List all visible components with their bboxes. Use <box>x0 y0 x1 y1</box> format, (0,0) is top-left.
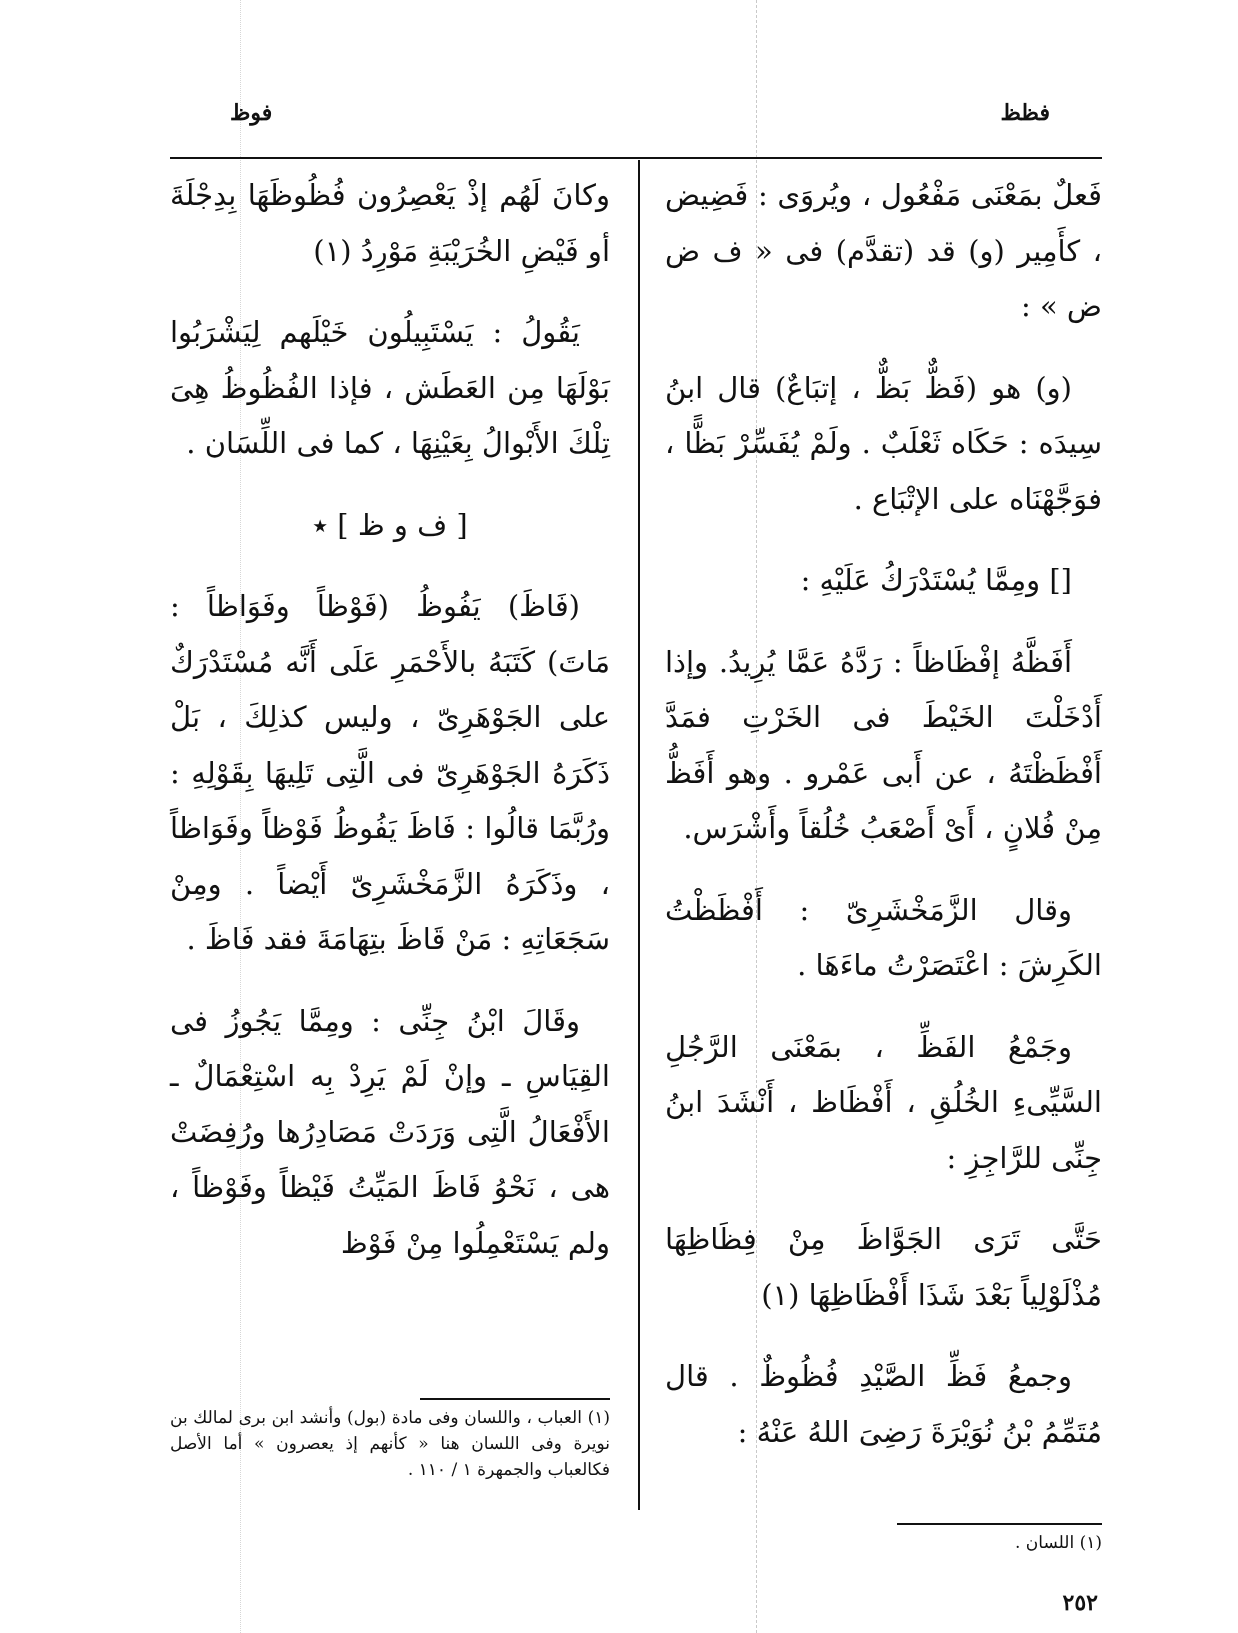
paragraph: (فَاظَ) يَفُوظُ (فَوْظاً وفَوَاظاً : مَاتَ) كَتَبَهُ بالأَحْمَرِ عَلَى أَنَّه مُسْتَدْرَكٌ على الجَوْهَرِىّ ، وليس كذلِكَ ، بَلْ ذَكَرَهُ الجَوْهَرِىّ فى الَّتِى تَلِيهَا بِقَوْلِهِ : ورُبَّمَا قالُوا : فَاظَ يَفُوظُ فَوْظاً وفَوَاظاً ، وذَكَرَهُ الزَّمَخْشَرِىّ أَيْضاً . ومِنْ سَجَعَاتِهِ : مَنْ قَاظَ بتِهَامَةَ فقد فَاظَ . <box>170 589 610 956</box>
paragraph: وجمعُ فَظِّ الصَّيْدِ فُظُوظٌ . قال مُتَمِّمُ بْنُ نُوَيْرَةَ رَضِىَ اللهُ عَنْهُ : <box>665 1359 1102 1449</box>
paragraph: يَقُولُ : يَسْتَبِيلُون خَيْلَهم لِيَشْرَبُوا بَوْلَهَا مِن العَطَش ، فإذا الفُظُوظُ هِىَ تِلْكَ الأَبْوالُ بِعَيْنِهَا ، كما فى اللِّسَان . <box>170 315 610 460</box>
running-head-left: فوظ <box>230 100 273 126</box>
footnote-rule-left <box>420 1398 610 1400</box>
paragraph: فَعلٌ بمَعْنَى مَفْعُول ، ويُروَى : فَضِيض ، كأَمِير (و) قد (تقدَّم) فى « ف ض ض » : <box>665 178 1102 323</box>
left-column <box>170 168 610 1508</box>
right-column <box>665 168 1102 1478</box>
footnote-right: (١) اللسان . <box>1015 1533 1102 1553</box>
section-heading: [] ومِمَّا يُسْتَدْرَكُ عَلَيْهِ : <box>800 563 1072 597</box>
entry-heading: [ ف و ظ ] ٭ <box>312 507 468 542</box>
footnote-left: (١) العباب ، واللسان وفى مادة (بول) وأنشد ابن برى لمالك بن نويرة وفى اللسان هنا « كأنهم إذ يعصرون » أما الأصل فكالعباب والجمهرة ١ / ١١٠ . <box>170 1408 610 1480</box>
paragraph: وقال الزَّمَخْشَرِىّ : أَفْظَظْتُ الكَرِشَ : اعْتَصَرْتُ ماءَهَا . <box>665 892 1102 982</box>
verse: حَتَّى تَرَى الجَوَّاظَ مِنْ فِظَاظِهَا مُذْلَوْلِياً بَعْدَ شَذَا أَفْظَاظِهَا (١) <box>665 1222 1102 1312</box>
verse: وكانَ لَهُم إذْ يَعْصِرُون فُظُوظَهَا بِدِجْلَةَ أو فَيْضِ الخُرَيْبَةِ مَوْرِدُ (١) <box>170 178 610 268</box>
paragraph: وقَالَ ابْنُ جِنِّى : ومِمَّا يَجُوزُ فى القِيَاسِ ـ وإنْ لَمْ يَرِدْ بِه اسْتِعْمَالٌ ـ الأَفْعَالُ الَّتِى وَرَدَتْ مَصَادِرُها ورُفِضَتْ هى ، نَحْوُ فَاظَ المَيِّتُ فَيْظاً وفَوْظاً ، ولم يَسْتَعْمِلُوا مِنْ فَوْظ <box>170 1003 610 1260</box>
paragraph: (و) هو (فَظٌّ بَظٌّ ، إتبَاعٌ) قال ابنُ سِيدَه : حَكَاه ثَعْلَبٌ . ولَمْ يُفَسِّرْ بَظًّا ، فوَجَّهْنَاه على الإتْبَاع . <box>665 370 1102 516</box>
running-head-right: فظظ <box>1000 100 1050 126</box>
paragraph: وجَمْعُ الفَظِّ ، بمَعْنَى الرَّجُلِ السَّيِّىءِ الخُلُقِ ، أَفْظَاظ ، أَنْشَدَ ابنُ جِنِّى للرَّاجِزِ : <box>665 1029 1102 1175</box>
column-divider <box>638 160 640 1510</box>
paragraph: أَفَظَّهُ إفْظَاظاً : رَدَّهُ عَمَّا يُرِيدُ. وإذا أَدْخَلْتَ الخَيْطَ فى الخَرْتِ فمَدَّ أَفْظَظْتَهُ ، عن أَبى عَمْرو . وهو أَفَظُّ مِنْ فُلانٍ ، أَىْ أَصْعَبُ خُلُقاً وأَشْرَس. <box>665 644 1102 845</box>
footnote-rule-right <box>897 1523 1102 1525</box>
page-number: ٢٥٢ <box>1062 1590 1098 1616</box>
header-rule <box>170 157 1102 159</box>
